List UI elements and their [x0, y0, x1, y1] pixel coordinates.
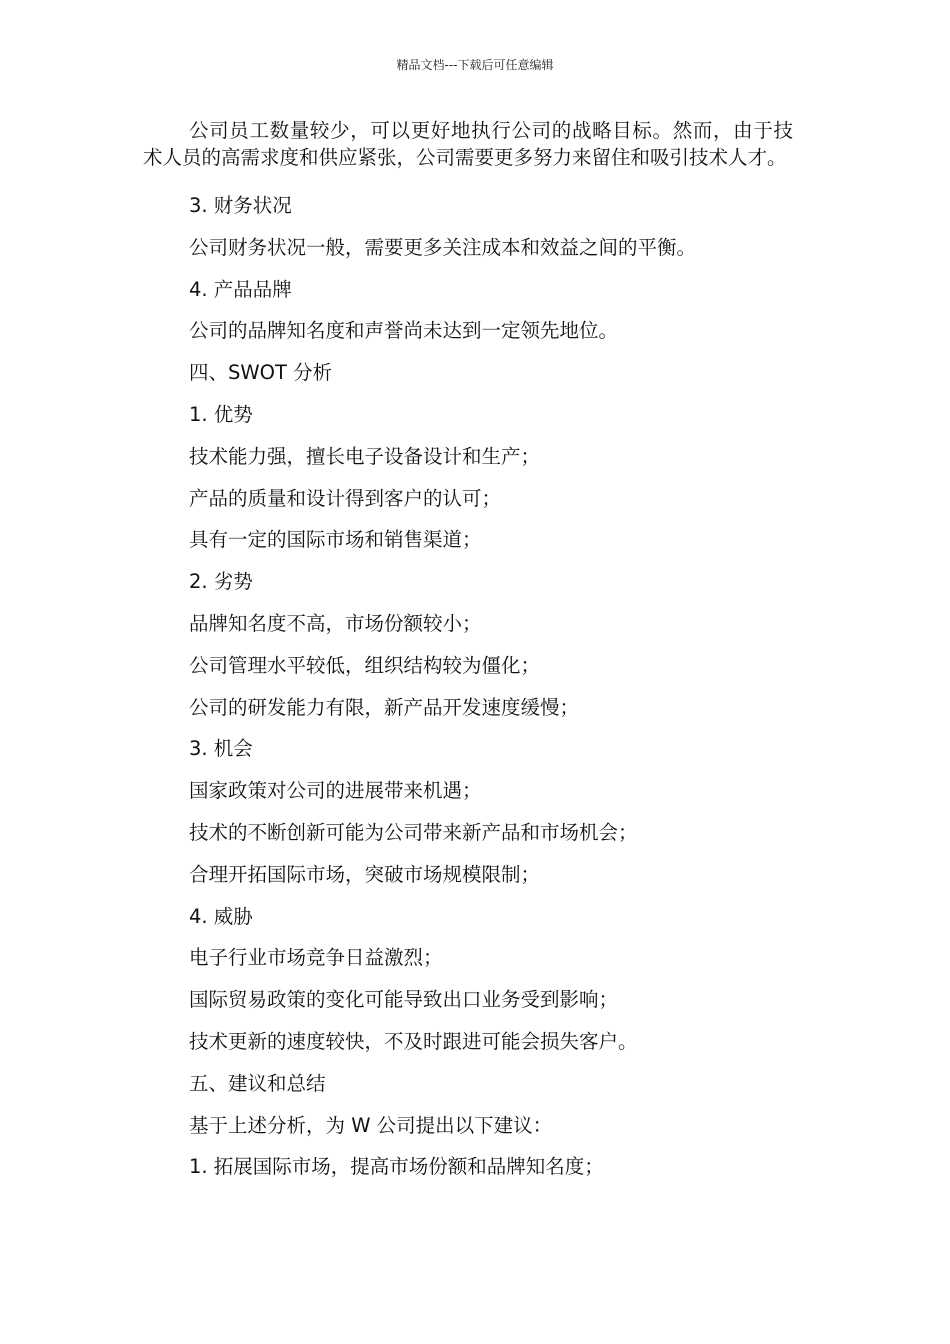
- swot-heading-opportunities: 3. 机会: [189, 737, 253, 761]
- opportunity-item: 国家政策对公司的进展带来机遇；: [189, 779, 482, 803]
- intro-paragraph: 公司员工数量较少，可以更好地执行公司的战略目标。然而，由于技术人员的高需求度和供应紧张，公司需要更多努力来留住和吸引技术人才。: [143, 119, 793, 169]
- section-heading-brand: 4. 产品品牌: [189, 277, 292, 301]
- opportunity-item: 技术的不断创新可能为公司带来新产品和市场机会；: [189, 820, 638, 844]
- finance-text: 公司财务状况一般，需要更多关注成本和效益之间的平衡。: [189, 235, 697, 259]
- document-body: [143, 117, 793, 1188]
- chapter-heading-swot: 四、SWOT 分析: [189, 361, 333, 385]
- opportunity-item: 合理开拓国际市场，突破市场规模限制；: [189, 862, 541, 886]
- strength-item: 技术能力强，擅长电子设备设计和生产；: [189, 444, 541, 468]
- brand-text: 公司的品牌知名度和声誉尚未达到一定领先地位。: [189, 319, 619, 343]
- swot-heading-strengths: 1. 优势: [189, 402, 253, 426]
- weakness-item: 品牌知名度不高，市场份额较小；: [189, 611, 482, 635]
- recommendation-item: 1. 拓展国际市场，提高市场份额和品牌知名度；: [189, 1155, 604, 1179]
- threat-item: 电子行业市场竞争日益激烈；: [189, 946, 443, 970]
- threat-item: 国际贸易政策的变化可能导致出口业务受到影响；: [189, 988, 619, 1012]
- swot-heading-weaknesses: 2. 劣势: [189, 570, 253, 594]
- strength-item: 具有一定的国际市场和销售渠道；: [189, 528, 482, 552]
- section-heading-finance: 3. 财务状况: [189, 194, 292, 217]
- chapter-heading-recommendations: 五、建议和总结: [189, 1071, 326, 1095]
- page-header: 精品文档---下载后可任意编辑: [396, 58, 554, 72]
- swot-heading-threats: 4. 威胁: [189, 904, 253, 928]
- strength-item: 产品的质量和设计得到客户的认可；: [189, 486, 502, 510]
- recommendations-intro: 基于上述分析，为 W 公司提出以下建议：: [189, 1113, 553, 1137]
- weakness-item: 公司管理水平较低，组织结构较为僵化；: [189, 653, 541, 677]
- weakness-item: 公司的研发能力有限，新产品开发速度缓慢；: [189, 695, 580, 719]
- threat-item: 技术更新的速度较快，不及时跟进可能会损失客户。: [189, 1029, 638, 1053]
